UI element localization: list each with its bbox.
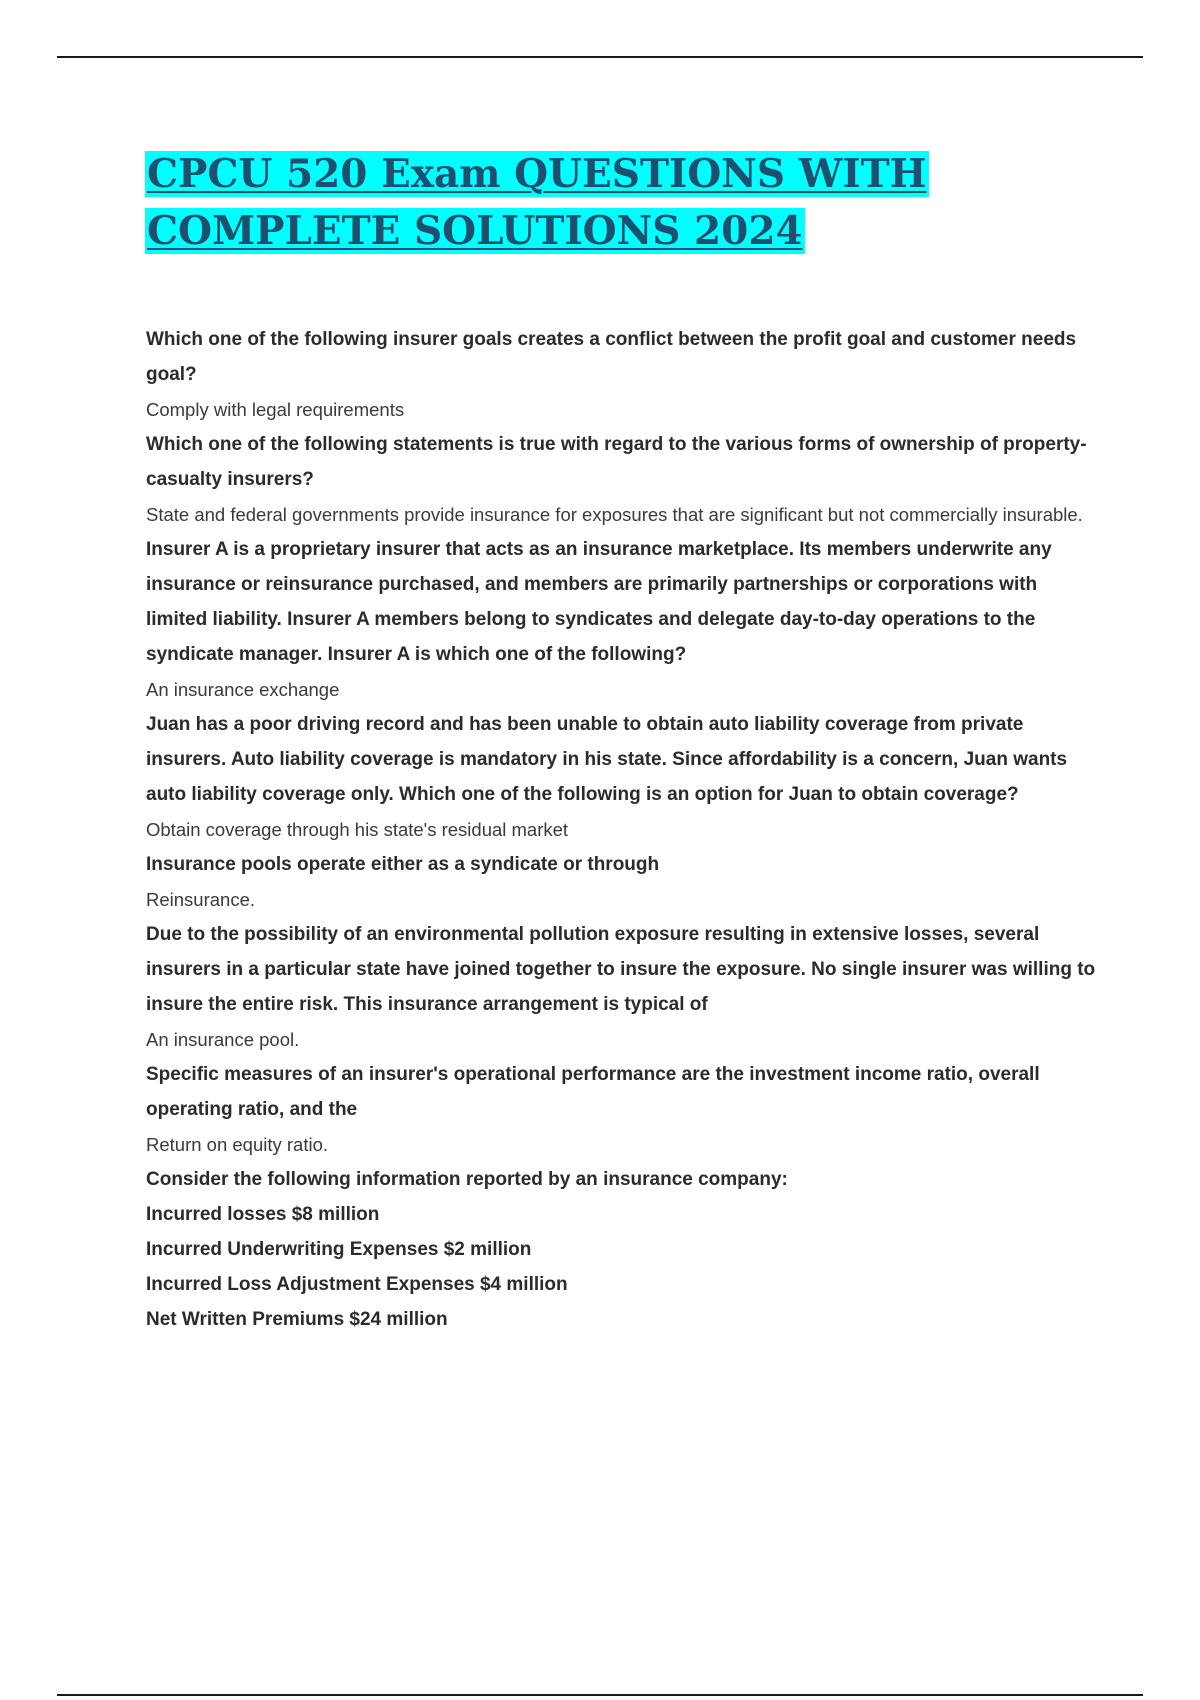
answer-text: Reinsurance. [146,889,256,910]
question-text: Juan has a poor driving record and has been unable to obtain auto liability coverage from private insurers. Auto liability coverage is mandatory in his state. Since affordability is a concern, Juan wants auto liability coverage only. Which one of the following is an option for Juan to obtain coverage? [146,714,1068,805]
question-text: Which one of the following insurer goals creates a conflict between the profit goal and customer needs goal? [146,329,1077,385]
qa-item [146,532,1096,707]
question-text: Specific measures of an insurer's operational performance are the investment income ratio, overall operating ratio, and the [146,1064,1040,1120]
final-question-line: Net Written Premiums $24 million [146,1309,448,1330]
qa-item [146,707,1096,847]
answer-text: An insurance pool. [146,1029,300,1050]
title-block [145,146,1105,260]
final-question [146,1162,1096,1337]
qa-item [146,917,1096,1057]
qa-item [146,322,1096,427]
question-text: Which one of the following statements is true with regard to the various forms of ownership of property-casualty insurers? [146,434,1087,490]
answer-text: State and federal governments provide insurance for exposures that are significant but not commercially insurable. [146,504,1083,525]
answer-text: An insurance exchange [146,679,340,700]
qa-item [146,427,1096,532]
answer-text: Comply with legal requirements [146,399,405,420]
question-text: Due to the possibility of an environmental pollution exposure resulting in extensive losses, several insurers in a particular state have joined together to insure the exposure. No single insurer was willing to insure the entire risk. This insurance arrangement is typical of [146,924,1096,1015]
answer-text: Return on equity ratio. [146,1134,329,1155]
final-question-line: Incurred Loss Adjustment Expenses $4 million [146,1274,568,1295]
qa-content [146,322,1096,1337]
question-text: Insurer A is a proprietary insurer that acts as an insurance marketplace. Its members underwrite any insurance or reinsurance purchased, and members are primarily partnerships or corporations with limited liability. Insurer A members belong to syndicates and delegate day-to-day operations to the syndicate manager. Insurer A is which one of the following? [146,539,1052,665]
final-question-line: Incurred losses $8 million [146,1204,380,1225]
qa-item [146,847,1096,917]
answer-text: Obtain coverage through his state's residual market [146,819,569,840]
bottom-rule [57,1694,1143,1696]
question-text: Insurance pools operate either as a syndicate or through [146,854,660,875]
top-rule [57,56,1143,58]
page-title [145,146,1105,260]
qa-item [146,1057,1096,1162]
final-question-line: Incurred Underwriting Expenses $2 million [146,1239,532,1260]
title-line-2: COMPLETE SOLUTIONS 2024 [147,208,803,254]
title-line-1: CPCU 520 Exam QUESTIONS WITH [147,151,927,197]
final-question-intro: Consider the following information reported by an insurance company: [146,1169,788,1190]
